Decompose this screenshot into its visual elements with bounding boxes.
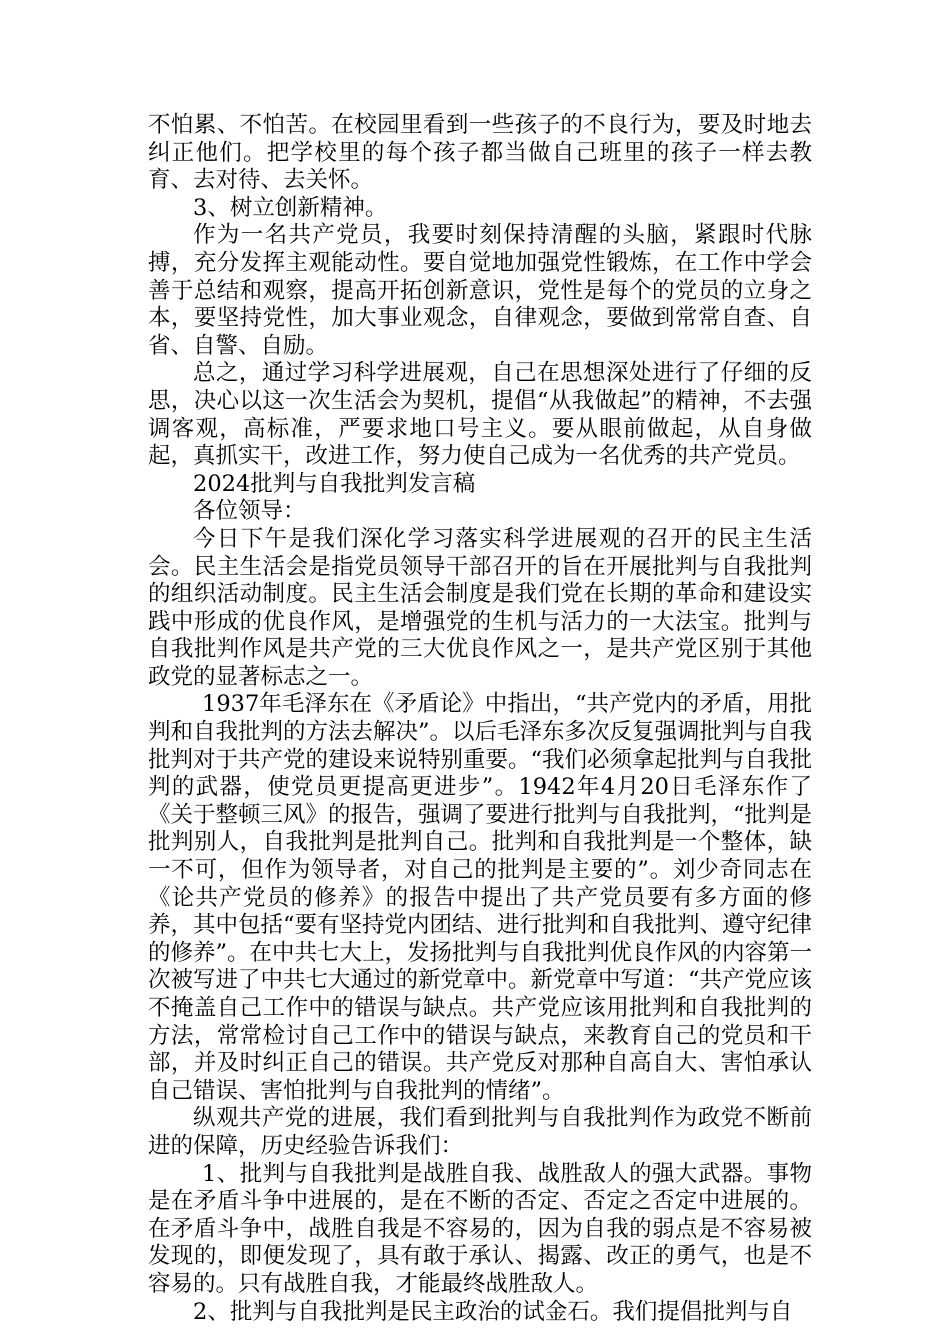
paragraph-point-1: 1、批判与自我批判是战胜自我、战胜敌人的强大武器。事物是在矛盾斗争中进展的，是在不断的否定、否定之否定中进展的。在矛盾斗争中，战胜自我是不容易的，因为自我的弱点是不容易被发现的，即便发现了，具有敢于承认、揭露、改正的勇气，也是不容易的。只有战胜自我，才能最终战胜敌人。 [148,1160,812,1297]
speech-title: 2024批判与自我批判发言稿 [193,470,476,497]
paragraph-history: 1937年毛泽东在《矛盾论》中指出，“共产党内的矛盾，用批判和自我批判的方法去解决”。以后毛泽东多次反复强调批判与自我批判对于共产党的建设来说特别重要。“我们必须拿起批判与自我批判的武器，使党员更提高更进步”。1942年4月20日毛泽东作了《关于整顿三风》的报告，强调了要进行批判与自我批判，“批判是批判别人，自我批判是批判自己。批判和自我批判是一个整体，缺一不可，但作为领导者，对自己的批判是主要的”。刘少奇同志在《论共产党员的修养》的报告中提出了共产党员要有多方面的修养，其中包括“要有坚持党内团结、进行批判和自我批判、遵守纪律的修养”。在中共七大上，发扬批判与自我批判优良作风的内容第一次被写进了中共七大通过的新党章中。新党章中写道：“共产党应该不掩盖自己工作中的错误与缺点。共产党应该用批判和自我批判的方法，常常检讨自己工作中的错误与缺点，来教育自己的党员和干部，并及时纠正自己的错误。共产党反对那种自高自大、害怕承认自己错误、害怕批判与自我批判的情绪”。 [148,691,813,1104]
paragraph-summary: 总之，通过学习科学进展观，自己在思想深处进行了仔细的反思，决心以这一次生活会为契机，提倡“从我做起”的精神，不去强调客观，高标准，严要求地口号主义。要从眼前做起，从自身做起，真抓实干，改进工作，努力使自己成为一名优秀的共产党员。 [148,360,812,470]
paragraph-continuation: 不怕累、不怕苦。在校园里看到一些孩子的不良行为，要及时地去纠正他们。把学校里的每个孩子都当做自己班里的孩子一样去教育、去对待、去关怀。 [148,112,812,194]
document-page [148,112,812,1326]
paragraph-overview: 纵观共产党的进展，我们看到批判与自我批判作为政党不断前进的保障，历史经验告诉我们： [148,1105,812,1159]
paragraph-point-2: 2、批判与自我批判是民主政治的试金石。我们提倡批判与自 [193,1298,793,1325]
paragraph-democratic-meeting: 今日下午是我们深化学习落实科学进展观的召开的民主生活会。民主生活会是指党员领导干部召开的旨在开展批判与自我批判的组织活动制度。民主生活会制度是我们党在长期的革命和建设实践中形成的优良作风，是增强党的生机与活力的一大法宝。批判与自我批判作风是共产党的三大优良作风之一，是共产党区别于其他政党的显著标志之一。 [148,525,812,690]
section-heading-innovation: 3、树立创新精神。 [193,194,388,221]
paragraph-party-member: 作为一名共产党员，我要时刻保持清醒的头脑，紧跟时代脉搏，充分发挥主观能动性。要自觉地加强党性锻炼，在工作中学会善于总结和观察，提高开拓创新意识，党性是每个的党员的立身之本，要坚持党性，加大事业观念，自律观念，要做到常常自查、自省、自警、自励。 [148,222,812,359]
salutation: 各位领导： [193,498,306,525]
